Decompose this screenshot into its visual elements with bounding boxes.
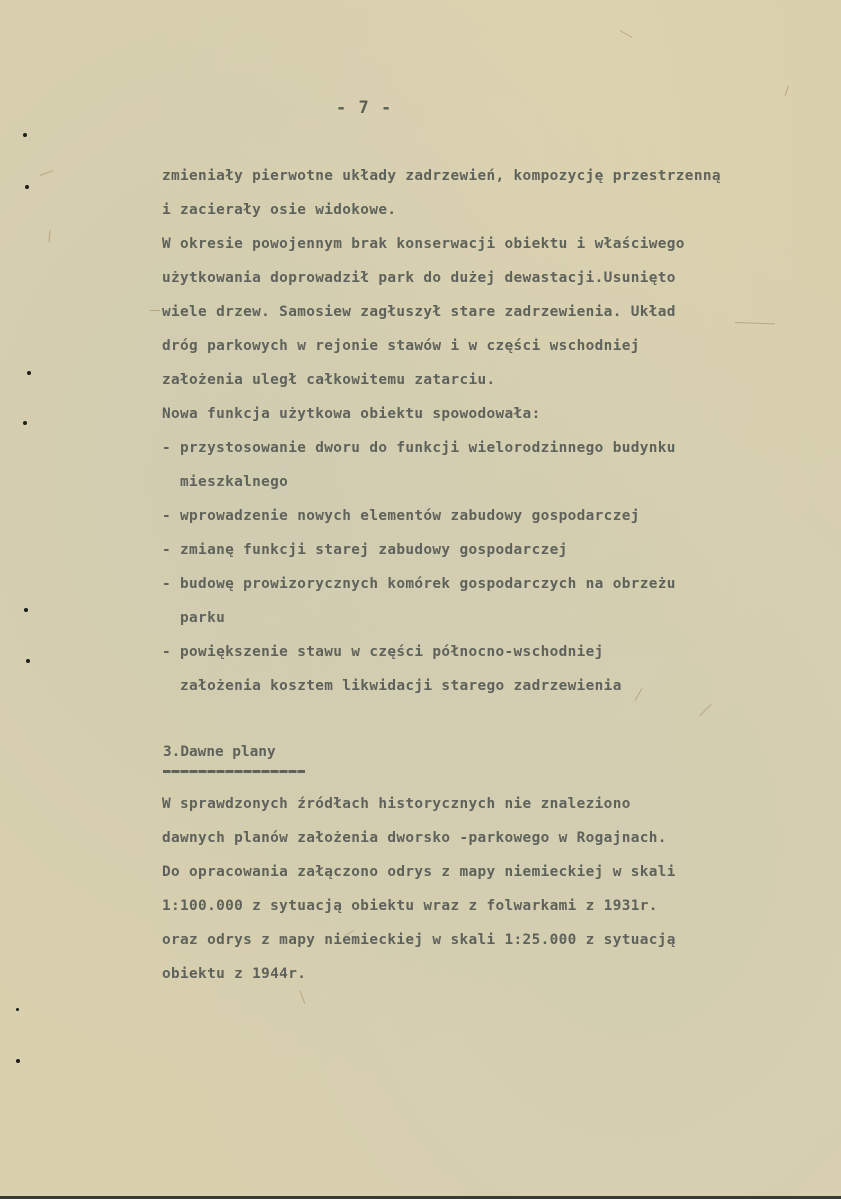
text-line: Do opracowania załączono odrys z mapy niemieckiej w skali [162, 864, 676, 880]
bullet-item-continuation: założenia kosztem likwidacji starego zadrzewienia [162, 678, 622, 694]
text-line: obiektu z 1944r. [162, 966, 307, 982]
text-line: użytkowania doprowadził park do dużej dewastacji.Usunięto [162, 270, 676, 286]
margin-dot [23, 421, 27, 425]
text-line: i zacierały osie widokowe. [162, 202, 397, 218]
text-line: Nowa funkcja użytkowa obiektu spowodowała: [162, 406, 541, 422]
margin-dot [23, 133, 27, 137]
bullet-item: - powiększenie stawu w części północno-wschodniej [162, 644, 604, 660]
text-line: zmieniały pierwotne układy zadrzewień, kompozycję przestrzenną [162, 168, 721, 184]
bullet-item: - wprowadzenie nowych elementów zabudowy gospodarczej [162, 508, 640, 524]
text-line: wiele drzew. Samosiew zagłuszył stare zadrzewienia. Układ [162, 304, 676, 320]
bullet-item-continuation: mieszkalnego [162, 474, 289, 490]
section-heading: 3.Dawne plany [163, 744, 276, 760]
margin-dot [25, 185, 29, 189]
text-line: dawnych planów założenia dworsko -parkowego w Rogajnach. [162, 830, 667, 846]
bullet-item: - zmianę funkcji starej zabudowy gospodarczej [162, 542, 568, 558]
page-number: - 7 - [336, 98, 393, 118]
margin-dot [16, 1008, 19, 1011]
heading-underline [163, 770, 305, 773]
text-line: W okresie powojennym brak konserwacji obiektu i właściwego [162, 236, 685, 252]
text-line: oraz odrys z mapy niemieckiej w skali 1:25.000 z sytuacją [162, 932, 676, 948]
paper-fiber [150, 310, 160, 311]
text-line: W sprawdzonych źródłach historycznych nie znaleziono [162, 796, 631, 812]
margin-dot [24, 608, 28, 612]
margin-dot [27, 371, 31, 375]
bullet-item: - budowę prowizorycznych komórek gospodarczych na obrzeżu [162, 576, 676, 592]
text-line: dróg parkowych w rejonie stawów i w części wschodniej [162, 338, 640, 354]
text-line: 1:100.000 z sytuacją obiektu wraz z folwarkami z 1931r. [162, 898, 658, 914]
margin-dot [16, 1059, 20, 1063]
text-line: założenia uległ całkowitemu zatarciu. [162, 372, 496, 388]
margin-dot [26, 659, 30, 663]
bullet-item: - przystosowanie dworu do funkcji wielorodzinnego budynku [162, 440, 676, 456]
bullet-item-continuation: parku [162, 610, 226, 626]
